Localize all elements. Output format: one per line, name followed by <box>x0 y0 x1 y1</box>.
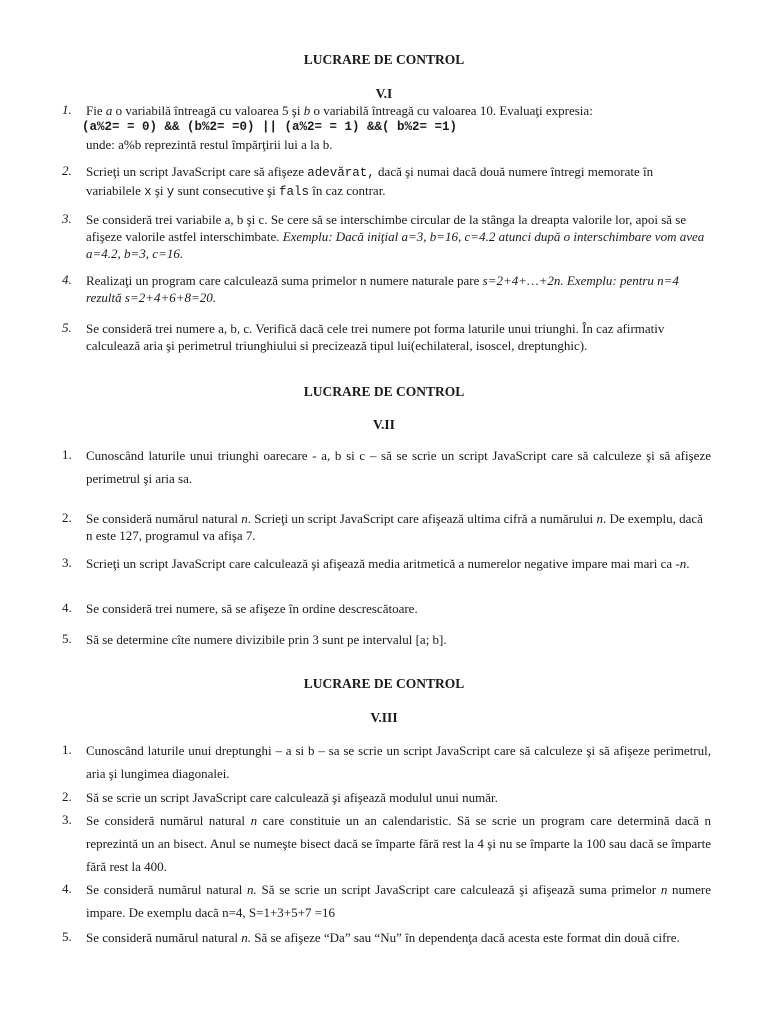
item-number: 1. <box>62 102 72 117</box>
item-number: 5. <box>62 631 72 646</box>
exercise-item: Se consideră numărul natural n. Să se scrie un script JavaScript care calculează şi afişează suma primelor n numere impare. De exemplu dacă n=4, S=1+3+5+7 =16 <box>86 882 711 920</box>
item-number: 4. <box>62 600 72 615</box>
exercise-item: Scrieţi un script JavaScript care calculează şi afişează media aritmetică a numerelor negative impare mai mari ca -n. <box>86 556 690 571</box>
exercise-item: Se consideră numărul natural n care constituie un an calendaristic. Să se scrie un program care determină dacă n reprezintă un an bisect. Anul se numeşte bisect dacă se împarte fără rest la 4 şi nu se împarte la 100 sau dacă se împarte fără rest la 400. <box>86 813 711 874</box>
exercise-item: Să se scrie un script JavaScript care calculează şi afişează modulul unui număr. <box>86 790 498 805</box>
section-title: LUCRARE DE CONTROL <box>303 52 465 67</box>
item-number: 2. <box>62 789 72 804</box>
exercise-item: Realizaţi un program care calculează suma primelor n numere naturale pare s=2+4+…+2n. Exemplu: pentru n=4 rezultă s=2+4+6+8=20. <box>86 273 679 305</box>
exercise-item: Cunoscând laturile unui dreptunghi – a si b – sa se scrie un script JavaScript care să calculeze şi să afişeze perimetrul, aria şi lungimea diagonalei. <box>86 743 711 781</box>
section-title: LUCRARE DE CONTROL <box>303 676 465 691</box>
item-number: 5. <box>62 929 72 944</box>
item-number: 3. <box>62 211 72 226</box>
exercise-item: Se consideră trei numere, să se afişeze în ordine descrescătoare. <box>86 601 418 616</box>
item-number: 2. <box>62 163 72 178</box>
exercise-item: Să se determine cîte numere divizibile prin 3 sunt pe intervalul [a; b]. <box>86 632 447 647</box>
section-title: LUCRARE DE CONTROL <box>303 384 465 399</box>
item-number: 3. <box>62 555 72 570</box>
variant-label: V.II <box>373 417 395 432</box>
item-number: 5. <box>62 320 72 335</box>
variant-label: V.I <box>375 86 393 101</box>
exercise-item: Se consideră numărul natural n. Să se afişeze “Da” sau “Nu” în dependenţa dacă acesta este format din două cifre. <box>86 930 680 945</box>
item-number: 4. <box>62 272 72 287</box>
exercise-item: Fie a o variabilă întreagă cu valoarea 5 şi b o variabilă întreagă cu valoarea 10. Evaluaţi expresia: (a%2= = 0) && (b%2= =0) || (a%2= = 1) &&( b%2= =1) unde: a%b reprezintă restul împărţirii lui a la b. <box>86 102 711 153</box>
item-number: 1. <box>62 742 72 757</box>
exercise-item: Se consideră trei numere a, b, c. Verifică dacă cele trei numere pot forma laturile unui triunghi. În caz afirmativ calculează aria şi perimetrul triunghiului si precizează tipul lui(echilateral, isoscel, dreptunghic). <box>86 321 665 353</box>
exercise-item: Se consideră trei variabile a, b şi c. Se cere să se interschimbe circular de la stânga la dreapta valorile lor, apoi să se afişeze valorile astfel interschimbate. Exemplu: Dacă iniţial a=3, b=16, c=4.2 atunci după o interschimbare vom avea a=4.2, b=3, c=16. <box>86 212 705 261</box>
exercise-item: Se consideră numărul natural n. Scrieţi un script JavaScript care afişează ultima cifră a numărului n. De exemplu, dacă n este 127, programul va afişa 7. <box>86 511 703 543</box>
exercise-item: Scrieţi un script JavaScript care să afişeze adevărat, dacă şi numai dacă două numere întregi memorate în variabilele x şi y sunt consecutive şi fals în caz contrar. <box>86 164 654 199</box>
note: unde: a%b reprezintă restul împărţirii lui a la b. <box>86 137 333 152</box>
item-number: 3. <box>62 812 72 827</box>
exercise-item: Cunoscând laturile unui triunghi oarecare - a, b si c – să se scrie un script JavaScript care să calculeze şi să afişeze perimetrul şi aria sa. <box>86 448 711 486</box>
item-number: 4. <box>62 881 72 896</box>
item-number: 1. <box>62 447 72 462</box>
variant-label: V.III <box>370 710 398 725</box>
item-number: 2. <box>62 510 72 525</box>
expression: (a%2= = 0) && (b%2= =0) || (a%2= = 1) &&( b%2= =1) <box>82 120 458 134</box>
